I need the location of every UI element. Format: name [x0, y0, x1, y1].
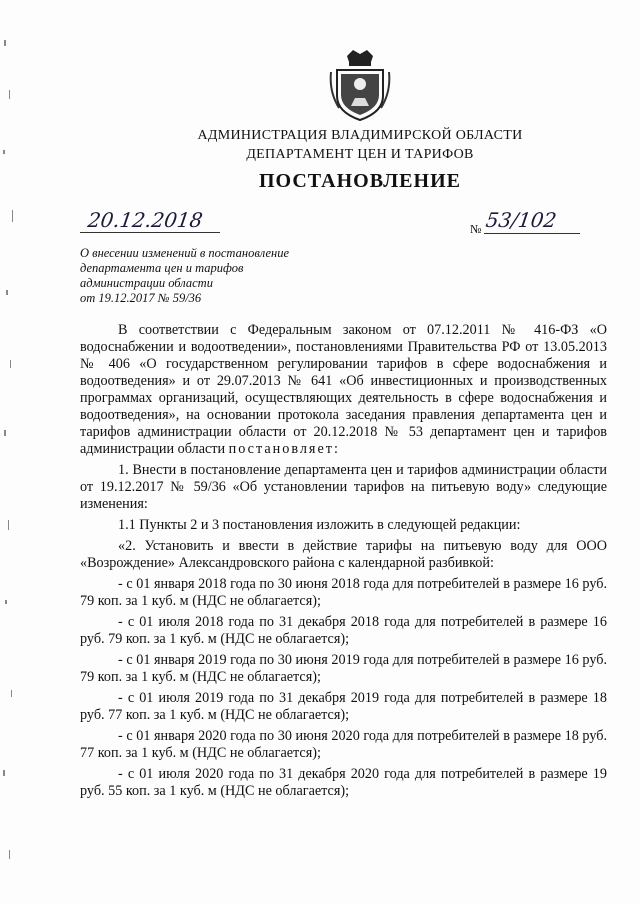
- handwritten-date: 20.12.2018: [86, 208, 205, 232]
- subject-line: О внесении изменений в постановление: [80, 246, 290, 260]
- preamble-text: В соответствии с Федеральным законом от 07.12.2011 № 416-ФЗ «О водоснабжении и водоотведении», постановлениями Правительства РФ от 13.05.2013 № 406 «О государственном регулировании тарифов в сфере водоснабжения и водоотведения» и от 29.07.2013 № 641 «Об инвестиционных и производственных программах организаций, осуществляющих деятельность в сфере водоснабжения и водоотведения», на основании протокола заседания правления департамента цен и тарифов администрации области от 20.12.2018 № 53 департамент цен и тарифов администрации области: [80, 322, 607, 457]
- number-underline: [484, 233, 580, 234]
- subject-line: администрации области: [80, 276, 213, 290]
- document-body: [80, 322, 607, 804]
- decree-word: постановляет:: [228, 441, 340, 457]
- paragraph: 1.1 Пункты 2 и 3 постановления изложить в следующей редакции:: [118, 517, 521, 533]
- paragraph: «2. Установить и ввести в действие тарифы на питьевую воду для ООО «Возрождение» Александровского района с календарной разбивкой:: [80, 538, 607, 571]
- subject-line: от 19.12.2017 № 59/36: [80, 291, 202, 305]
- paragraph: 1. Внести в постановление департамента цен и тарифов администрации области от 19.12.2017 № 59/36 «Об установлении тарифов на питьевую воду» следующие изменения:: [80, 462, 607, 512]
- handwritten-number: 53/102: [484, 208, 559, 232]
- subject-line: департамента цен и тарифов: [80, 261, 244, 275]
- tariff-item: - с 01 января 2019 года по 30 июня 2019 года для потребителей в размере 16 руб. 79 коп. за 1 куб. м (НДС не облагается);: [80, 652, 607, 685]
- scan-edge-noise: [0, 0, 22, 905]
- document-title: ПОСТАНОВЛЕНИЕ: [259, 170, 461, 192]
- tariff-item: - с 01 июля 2020 года по 31 декабря 2020 года для потребителей в размере 19 руб. 55 коп. за 1 куб. м (НДС не облагается);: [80, 766, 607, 799]
- tariff-item: - с 01 января 2018 года по 30 июня 2018 года для потребителей в размере 16 руб. 79 коп. за 1 куб. м (НДС не облагается);: [80, 576, 607, 609]
- tariff-item: - с 01 июля 2019 года по 31 декабря 2019 года для потребителей в размере 18 руб. 77 коп. за 1 куб. м (НДС не облагается);: [80, 690, 607, 723]
- date-underline: [80, 232, 220, 233]
- preamble-paragraph: [80, 322, 607, 458]
- subject-block: [80, 246, 340, 306]
- vladimir-coat-of-arms-icon: [329, 48, 391, 122]
- org-name-line2: ДЕПАРТАМЕНТ ЦЕН И ТАРИФОВ: [246, 147, 474, 162]
- number-sign: №: [470, 222, 482, 236]
- tariff-item: - с 01 июля 2018 года по 31 декабря 2018 года для потребителей в размере 16 руб. 79 коп. за 1 куб. м (НДС не облагается);: [80, 614, 607, 647]
- org-name-line1: АДМИНИСТРАЦИЯ ВЛАДИМИРСКОЙ ОБЛАСТИ: [197, 128, 523, 143]
- tariff-item: - с 01 января 2020 года по 30 июня 2020 года для потребителей в размере 18 руб. 77 коп. за 1 куб. м (НДС не облагается);: [80, 728, 607, 761]
